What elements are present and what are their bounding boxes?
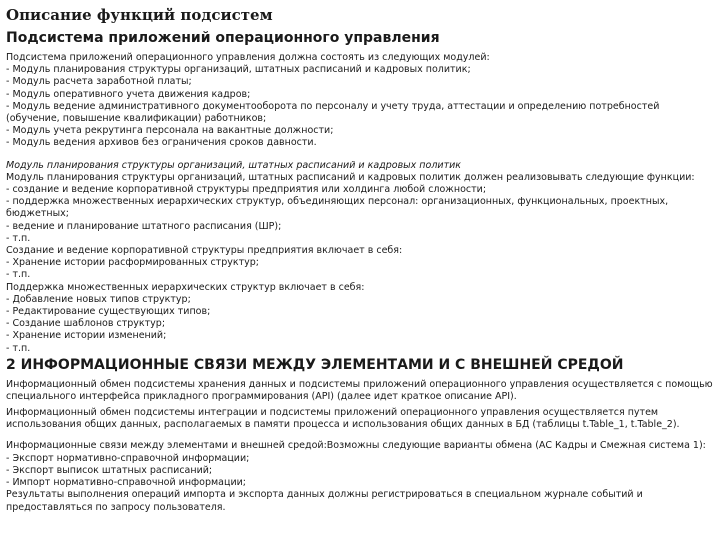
module-block [6, 160, 714, 355]
document-page [6, 6, 714, 514]
intro-line: - Модуль ведение административного документооборота по персоналу и учету труда, аттестации и определению потребностей (обучение, повышение квалификации) работников; [6, 100, 660, 125]
module-line-cut: - т.п. [6, 342, 31, 354]
module-line: Поддержка множественных иерархических структур включает в себя: [6, 281, 365, 293]
section2-paragraph: Информационный обмен подсистемы хранения данных и подсистемы приложений операционного управления осуществляется с помощью специального интерфейса прикладного программирования (API) (далее идет краткое описание API). [6, 378, 713, 402]
intro-line: - Модуль ведения архивов без ограничения сроков давности. [6, 137, 317, 149]
intro-line: - Модуль планирования структуры организаций, штатных расписаний и кадровых политик; [6, 64, 471, 76]
intro-line: - Модуль расчета заработной платы; [6, 76, 192, 88]
module-line: - поддержка множественных иерархических структур, объединяющих персонал: организационных, функциональных, проектных, бюджетных; [6, 196, 669, 220]
module-line: - создание и ведение корпоративной структуры предприятия или холдинга любой сложности; [6, 184, 487, 196]
module-line: - Хранение истории расформированных структур; [6, 257, 259, 269]
exchange-line: Информационные связи между элементами и внешней средой:Возможны следующие варианты обмена (АС Кадры и Смежная система 1): [6, 440, 706, 452]
section2-block [6, 379, 714, 514]
exchange-line: Результаты выполнения операций импорта и экспорта данных должны регистрироваться в специальном журнале событий и предоставляться по запросу пользователя. [6, 489, 643, 513]
section-heading: 2 ИНФОРМАЦИОННЫЕ СВЯЗИ МЕЖДУ ЭЛЕМЕНТАМИ И С ВНЕШНЕЙ СРЕДОЙ [6, 357, 714, 373]
intro-line: - Модуль оперативного учета движения кадров; [6, 88, 251, 100]
module-line: - т.п. [6, 232, 31, 244]
module-line: - Хранение истории изменений; [6, 330, 167, 342]
module-line: - ведение и планирование штатного расписания (ШР); [6, 220, 282, 232]
exchange-line: - Экспорт нормативно-справочной информации; [6, 452, 250, 464]
intro-block [6, 52, 714, 150]
module-line: Создание и ведение корпоративной структуры предприятия включает в себя: [6, 245, 403, 257]
exchange-line: - Импорт нормативно-справочной информации; [6, 477, 247, 489]
module-line: - т.п. [6, 269, 31, 281]
module-heading: Модуль планирования структуры организаций, штатных расписаний и кадровых политик [6, 159, 462, 171]
module-line: - Добавление новых типов структур; [6, 293, 191, 305]
exchange-line: - Экспорт выписок штатных расписаний; [6, 464, 213, 476]
subsystem-title: Подсистема приложений операционного управления [6, 30, 440, 46]
section2-paragraph: Информационный обмен подсистемы интеграции и подсистемы приложений операционного управления осуществляется путем использования общих данных, располагаемых в памяти процесса и использования общих данных в БД (таблицы t.Table_1, t.Table_2). [6, 407, 680, 431]
module-line: - Редактирование существующих типов; [6, 306, 211, 318]
module-line: - Создание шаблонов структур; [6, 318, 166, 330]
module-line: Модуль планирования структуры организаций, штатных расписаний и кадровых политик должен реализовывать следующие функции: [6, 171, 695, 183]
page-title: Описание функций подсистем [6, 6, 273, 24]
intro-line: Подсистема приложений операционного управления должна состоять из следующих модулей: [6, 52, 490, 63]
intro-line: - Модуль учета рекрутинга персонала на вакантные должности; [6, 125, 334, 137]
